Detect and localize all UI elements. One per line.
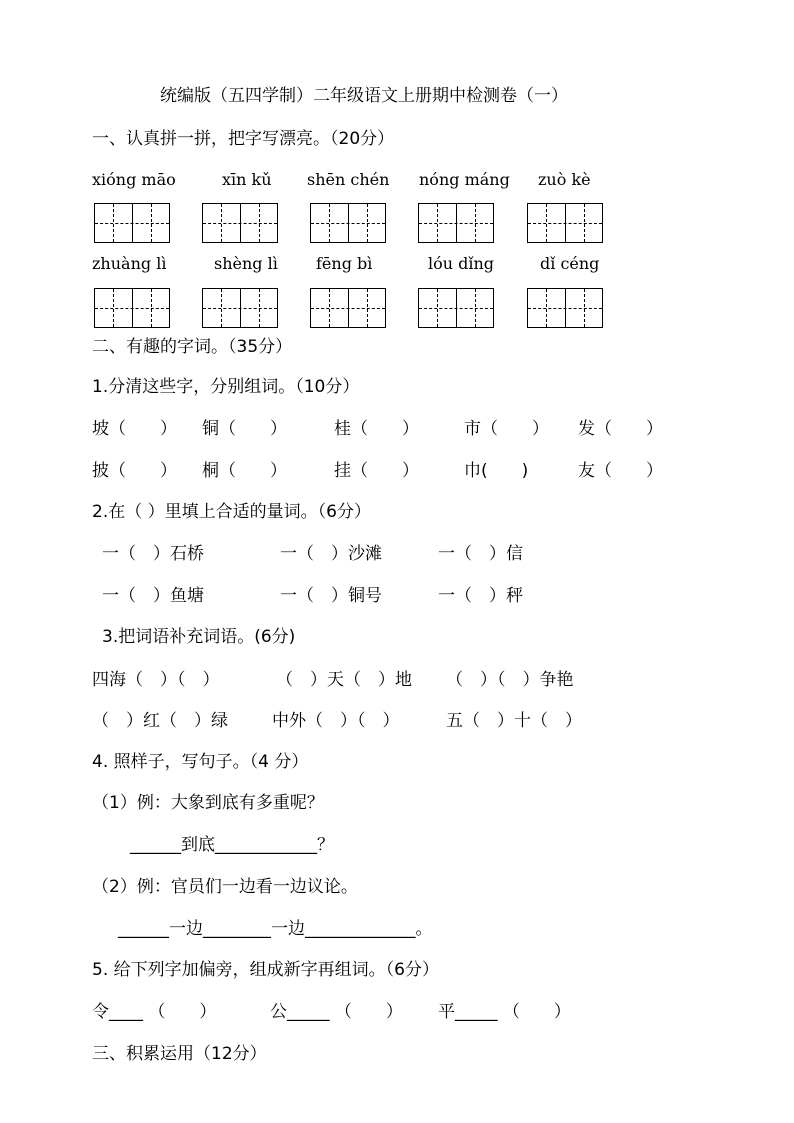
pinyin-3: shēn chén <box>307 170 390 189</box>
q1-item: 挂（ ） <box>334 461 419 481</box>
q1-item: 市（ ） <box>464 419 549 439</box>
writing-box[interactable] <box>527 288 603 328</box>
q2-item: 一（ ）沙滩 <box>280 544 382 564</box>
q2-item: 一（ ）信 <box>438 544 523 564</box>
q3-item: 四海（ ）（ ） <box>92 670 220 690</box>
q2-item: 一（ ）鱼塘 <box>102 586 204 606</box>
q2-item: 一（ ）秤 <box>438 586 523 606</box>
writing-box[interactable] <box>310 288 386 328</box>
pinyin-9: lóu dǐng <box>428 254 495 273</box>
q2-item: 一（ ）石桥 <box>102 544 204 564</box>
pinyin-4: nóng máng <box>419 170 510 189</box>
q4-example-2: （2）例：官员们一边看一边议论。 <box>92 877 358 897</box>
pinyin-7: shèng lì <box>214 254 278 273</box>
pinyin-10: dǐ céng <box>540 254 600 273</box>
q5-heading: 5. 给下列字加偏旁，组成新字再组词。（6分） <box>92 960 439 980</box>
q1-item: 桐（ ） <box>202 461 287 481</box>
q5-item: 令____ （ ） <box>92 1002 217 1022</box>
q1-item: 巾( ) <box>464 461 529 481</box>
pinyin-2: xīn kǔ <box>222 170 272 189</box>
writing-box[interactable] <box>418 203 494 243</box>
q5-item: 平_____ （ ） <box>438 1002 571 1022</box>
q4-example-1: （1）例：大象到底有多重呢？ <box>92 793 324 813</box>
writing-box[interactable] <box>202 288 278 328</box>
pinyin-6: zhuàng lì <box>92 254 167 273</box>
q1-item: 坡（ ） <box>92 419 177 439</box>
writing-box[interactable] <box>94 288 170 328</box>
writing-box[interactable] <box>527 203 603 243</box>
writing-box[interactable] <box>202 203 278 243</box>
q4-fill-1: ______到底____________？ <box>130 835 334 855</box>
q1-item: 披（ ） <box>92 461 177 481</box>
q3-heading: 3.把词语补充词语。(6分) <box>102 627 296 647</box>
q2-heading: 2.在（ ）里填上合适的量词。（6分） <box>92 502 371 522</box>
q3-item: 中外（ ）（ ） <box>272 711 400 731</box>
q3-item: （ ）红（ ）绿 <box>92 711 228 731</box>
q1-heading: 1.分清这些字，分别组词。（10分） <box>92 377 360 397</box>
pinyin-8: fēng bì <box>316 254 373 273</box>
q4-fill-2: ______一边________一边_____________。 <box>118 919 433 939</box>
writing-box[interactable] <box>418 288 494 328</box>
pinyin-5: zuò kè <box>538 170 591 189</box>
q1-item: 桂（ ） <box>334 419 419 439</box>
q5-item: 公_____ （ ） <box>270 1002 403 1022</box>
q4-heading: 4. 照样子，写句子。（4 分） <box>92 752 309 772</box>
q2-item: 一（ ）铜号 <box>280 586 382 606</box>
q1-item: 铜（ ） <box>202 419 287 439</box>
q1-item: 发（ ） <box>578 419 663 439</box>
q1-item: 友（ ） <box>578 461 663 481</box>
q3-item: （ ）（ ）争艳 <box>446 670 574 690</box>
q3-item: （ ）天（ ）地 <box>276 670 412 690</box>
section-2-heading: 二、有趣的字词。（35分） <box>92 337 293 357</box>
page-title: 统编版（五四学制）二年级语文上册期中检测卷（一） <box>160 86 568 106</box>
section-3-heading: 三、积累运用（12分） <box>92 1044 267 1064</box>
pinyin-1: xióng māo <box>92 170 176 189</box>
q3-item: 五（ ）十（ ） <box>446 711 582 731</box>
writing-box[interactable] <box>310 203 386 243</box>
writing-box[interactable] <box>94 203 170 243</box>
section-1-heading: 一、认真拼一拼，把字写漂亮。（20分） <box>92 129 395 149</box>
